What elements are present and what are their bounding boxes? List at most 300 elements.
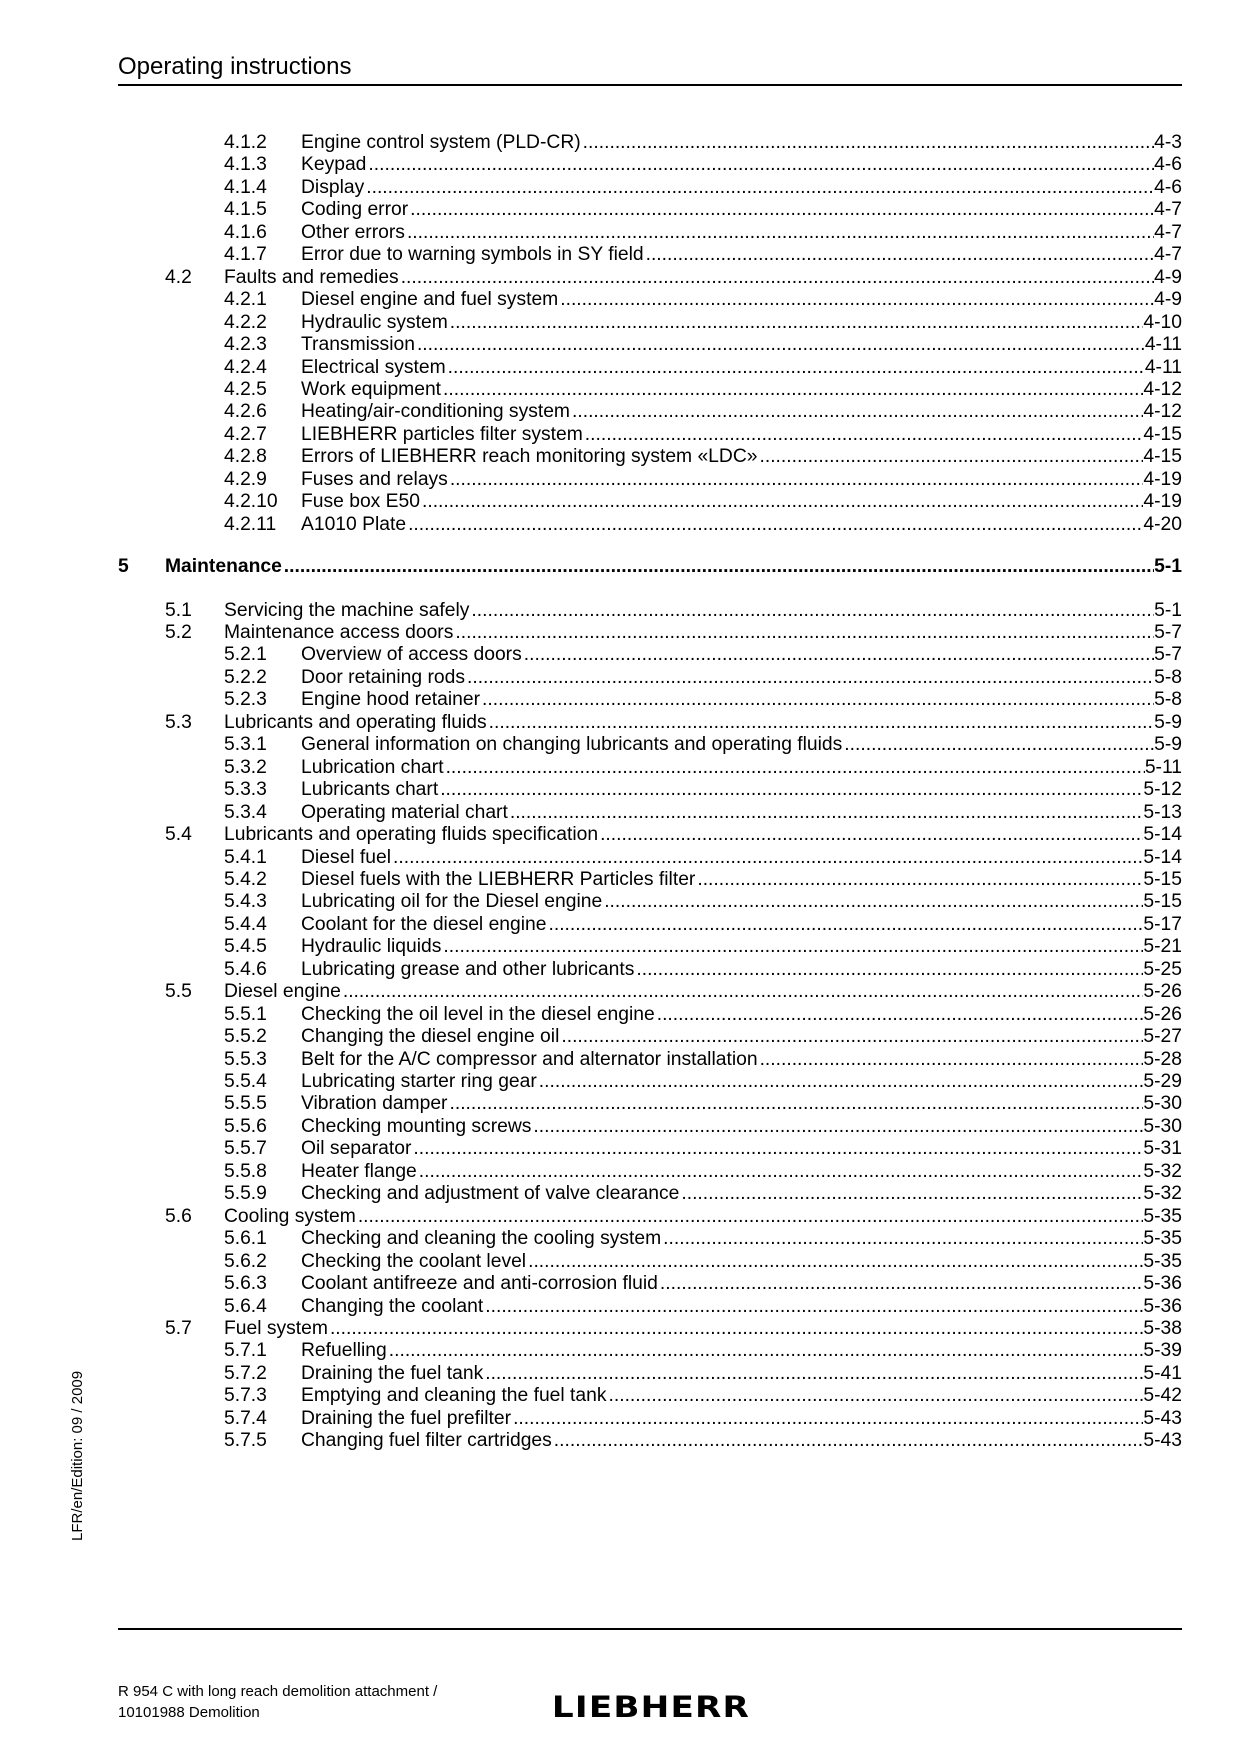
toc-entry-title: Engine hood retainer — [301, 689, 481, 711]
toc-entry-number: 5.5.2 — [224, 1026, 267, 1048]
footer-model-line: R 954 C with long reach demolition attachment / — [118, 1683, 438, 1700]
toc-entry-title: Lubrication chart — [301, 756, 444, 778]
toc-entry-line — [301, 220, 1182, 245]
toc-entry-title: General information on changing lubricants and operating fluids — [301, 734, 843, 756]
toc-entry-number: 5.4.1 — [224, 846, 267, 868]
toc-entry-title: Belt for the A/C compressor and alternator installation — [301, 1048, 758, 1070]
toc-entry-title: Cooling system — [224, 1205, 356, 1227]
toc-dot-leader — [842, 732, 1154, 757]
toc-entry[interactable] — [118, 732, 1182, 757]
toc-entry-line — [301, 777, 1182, 802]
toc-entry-title: Emptying and cleaning the fuel tank — [301, 1385, 607, 1407]
toc-entry-title: Checking the oil level in the diesel engine — [301, 1003, 655, 1025]
toc-entry-number: 5.6 — [165, 1205, 192, 1227]
toc-entry-line — [301, 332, 1182, 357]
toc-entry[interactable] — [118, 242, 1182, 267]
toc-entry[interactable] — [118, 665, 1182, 690]
toc-dot-leader — [444, 755, 1145, 780]
toc-entry-number: 5.4 — [165, 824, 192, 846]
toc-entry-title: Lubricating grease and other lubricants — [301, 958, 635, 980]
toc-dot-leader — [583, 422, 1144, 447]
toc-entry-line — [301, 1428, 1182, 1453]
toc-entry-page: 5-30 — [1143, 1093, 1182, 1115]
toc-entry-line — [301, 755, 1182, 780]
toc-entry-title: Lubricants and operating fluids — [224, 711, 487, 733]
toc-entry-title: LIEBHERR particles filter system — [301, 423, 583, 445]
toc-dot-leader — [522, 642, 1154, 667]
toc-entry-page: 5-30 — [1143, 1115, 1182, 1137]
toc-entry-title: Oil separator — [301, 1138, 412, 1160]
toc-entry[interactable] — [118, 1024, 1182, 1049]
toc-entry-line — [301, 377, 1182, 402]
toc-entry[interactable] — [118, 598, 1182, 623]
toc-dot-leader — [441, 377, 1143, 402]
toc-entry-line — [301, 687, 1182, 712]
toc-entry[interactable] — [118, 197, 1182, 222]
toc-entry-page: 5-36 — [1143, 1295, 1182, 1317]
toc-dot-leader — [508, 800, 1144, 825]
toc-entry-line — [301, 665, 1182, 690]
toc-entry-line — [301, 1406, 1182, 1431]
toc-dot-leader — [634, 957, 1143, 982]
toc-dot-leader — [559, 1024, 1143, 1049]
toc-entry[interactable] — [118, 957, 1182, 982]
toc-entry[interactable] — [118, 467, 1182, 492]
toc-entry-page: 5-39 — [1143, 1340, 1182, 1362]
toc-entry-line — [301, 1361, 1182, 1386]
toc-entry-page: 5-43 — [1143, 1407, 1182, 1429]
toc-entry[interactable] — [118, 152, 1182, 177]
toc-entry-title: Draining the fuel prefilter — [301, 1407, 512, 1429]
toc-entry-number: 4.1.2 — [224, 132, 267, 153]
toc-entry-title: Coolant antifreeze and anti-corrosion fluid — [301, 1273, 658, 1295]
toc-entry-title: Diesel engine — [224, 981, 341, 1003]
toc-entry[interactable] — [118, 1338, 1182, 1363]
toc-entry-line — [301, 934, 1182, 959]
toc-entry-title: Display — [301, 176, 365, 198]
toc-entry-title: Operating material chart — [301, 801, 508, 823]
toc-entry-page: 4-10 — [1143, 311, 1182, 333]
toc-entry-line — [301, 1226, 1182, 1251]
toc-entry-number: 5.6.4 — [224, 1295, 267, 1317]
toc-entry-number: 4.2.3 — [224, 334, 267, 356]
toc-entry-title: Maintenance access doors — [224, 622, 454, 643]
toc-entry-line — [224, 1204, 1182, 1229]
toc-entry-number: 4.1.5 — [224, 199, 267, 221]
toc-dot-leader — [406, 512, 1143, 537]
toc-dot-leader — [546, 912, 1143, 937]
toc-dot-leader — [537, 1069, 1144, 1094]
toc-entry[interactable] — [118, 889, 1182, 914]
toc-entry-number: 5.1 — [165, 599, 192, 621]
toc-entry[interactable] — [118, 755, 1182, 780]
toc-entry-number: 5.6.1 — [224, 1228, 267, 1250]
toc-entry-number: 4.1.3 — [224, 154, 267, 176]
toc-entry-title: Faults and remedies — [224, 266, 399, 288]
toc-entry-number: 5.4.5 — [224, 936, 267, 958]
toc-dot-leader — [417, 1159, 1144, 1184]
toc-entry[interactable] — [118, 1091, 1182, 1116]
toc-entry[interactable] — [118, 554, 1182, 579]
toc-entry[interactable] — [118, 710, 1182, 735]
toc-dot-leader — [453, 620, 1154, 645]
toc-entry-number: 5.5 — [165, 981, 192, 1003]
toc-entry[interactable] — [118, 642, 1182, 667]
toc-entry-line — [301, 175, 1182, 200]
toc-entry-page: 4-6 — [1154, 176, 1182, 198]
toc-entry[interactable] — [118, 220, 1182, 245]
toc-dot-leader — [399, 265, 1154, 290]
toc-dot-leader — [602, 889, 1143, 914]
toc-entry[interactable] — [118, 512, 1182, 537]
toc-entry-title: Transmission — [301, 334, 415, 356]
toc-entry-page: 5-31 — [1143, 1138, 1182, 1160]
toc-entry-number: 5.4.3 — [224, 891, 267, 913]
toc-entry-title: Vibration damper — [301, 1093, 448, 1115]
toc-entry-title: Errors of LIEBHERR reach monitoring system «LDC» — [301, 446, 758, 468]
toc-entry[interactable] — [118, 1428, 1182, 1453]
toc-entry-line — [301, 1047, 1182, 1072]
toc-entry-page: 4-12 — [1143, 378, 1182, 400]
toc-entry-title: Refuelling — [301, 1340, 387, 1362]
toc-entry-title: Lubricating starter ring gear — [301, 1071, 537, 1092]
toc-entry[interactable] — [118, 444, 1182, 469]
toc-dot-leader — [570, 399, 1143, 424]
toc-entry[interactable] — [118, 979, 1182, 1004]
toc-entry-page: 5-8 — [1154, 666, 1182, 688]
liebherr-logo: LIEBHERR — [551, 1690, 751, 1724]
toc-entry[interactable] — [118, 1226, 1182, 1251]
edition-note: LFR/en/Edition: 09 / 2009 — [69, 1370, 86, 1541]
toc-entry[interactable] — [118, 1383, 1182, 1408]
toc-entry-line — [301, 845, 1182, 870]
toc-entry-number: 5.4.2 — [224, 868, 267, 890]
toc-entry-page: 5-29 — [1143, 1071, 1182, 1092]
toc-entry-number: 5.2.2 — [224, 666, 267, 688]
toc-entry[interactable] — [118, 867, 1182, 892]
toc-entry-title: Engine control system (PLD-CR) — [301, 132, 581, 153]
toc-entry[interactable] — [118, 399, 1182, 424]
toc-entry-number: 5.2.3 — [224, 689, 267, 711]
header-divider — [118, 84, 1182, 86]
toc-entry-number: 5.2.1 — [224, 644, 267, 666]
toc-entry-page: 5-35 — [1143, 1250, 1182, 1272]
toc-entry-line — [301, 467, 1182, 492]
toc-entry-page: 5-26 — [1143, 981, 1182, 1003]
toc-entry-line — [301, 1024, 1182, 1049]
toc-entry-page: 4-9 — [1154, 266, 1182, 288]
toc-entry-page: 4-7 — [1154, 199, 1182, 221]
toc-entry-page: 5-1 — [1154, 599, 1182, 621]
toc-dot-leader — [465, 665, 1154, 690]
toc-entry-number: 4.2.4 — [224, 356, 267, 378]
toc-dot-leader — [757, 444, 1143, 469]
toc-entry[interactable] — [118, 1114, 1182, 1139]
toc-entry-line — [301, 1136, 1182, 1161]
toc-entry-title: A1010 Plate — [301, 513, 407, 535]
toc-entry-number: 4.1.7 — [224, 244, 267, 266]
toc-entry[interactable] — [118, 1294, 1182, 1319]
toc-entry[interactable] — [118, 822, 1182, 847]
toc-dot-leader — [408, 197, 1154, 222]
toc-entry-number: 5 — [118, 556, 129, 578]
toc-entry[interactable] — [118, 130, 1182, 155]
toc-entry-line — [301, 489, 1182, 514]
toc-entry-page: 5-9 — [1154, 711, 1182, 733]
toc-entry-number: 5.7.1 — [224, 1340, 267, 1362]
toc-entry-number: 4.2.1 — [224, 289, 267, 311]
toc-entry-page: 5-32 — [1143, 1183, 1182, 1205]
toc-entry-title: Error due to warning symbols in SY field — [301, 244, 644, 266]
toc-dot-leader — [480, 687, 1154, 712]
toc-entry-line — [224, 979, 1182, 1004]
toc-entry-number: 5.3.3 — [224, 779, 267, 801]
toc-entry-line — [301, 152, 1182, 177]
toc-entry-page: 5-7 — [1154, 644, 1182, 666]
toc-entry-line — [224, 620, 1182, 645]
toc-dot-leader — [364, 175, 1154, 200]
toc-entry-title: Hydraulic system — [301, 311, 448, 333]
toc-entry-number: 5.5.1 — [224, 1003, 267, 1025]
toc-dot-leader — [387, 1338, 1144, 1363]
toc-entry-title: Coding error — [301, 199, 409, 221]
toc-entry[interactable] — [118, 912, 1182, 937]
toc-entry-page: 5-38 — [1143, 1317, 1182, 1339]
toc-entry[interactable] — [118, 777, 1182, 802]
toc-dot-leader — [598, 822, 1143, 847]
toc-entry-page: 5-35 — [1143, 1205, 1182, 1227]
toc-entry-page: 5-9 — [1154, 734, 1182, 756]
toc-entry-line — [301, 1249, 1182, 1274]
toc-entry-page: 4-11 — [1144, 334, 1182, 356]
toc-entry-page: 5-27 — [1143, 1026, 1182, 1048]
toc-entry[interactable] — [118, 1159, 1182, 1184]
toc-entry-page: 5-25 — [1143, 958, 1182, 980]
toc-entry-title: Lubricating oil for the Diesel engine — [301, 891, 603, 913]
toc-dot-leader — [391, 845, 1143, 870]
toc-dot-leader — [441, 934, 1143, 959]
toc-entry-title: Checking and cleaning the cooling system — [301, 1228, 662, 1250]
toc-dot-leader — [526, 1249, 1143, 1274]
toc-entry-line — [301, 1271, 1182, 1296]
toc-dot-leader — [448, 310, 1144, 335]
toc-entry[interactable] — [118, 620, 1182, 645]
toc-entry-line — [301, 130, 1182, 155]
toc-entry-page: 5-11 — [1144, 756, 1182, 778]
toc-entry-page: 5-32 — [1143, 1160, 1182, 1182]
toc-entry-line — [301, 287, 1182, 312]
toc-entry-line — [301, 399, 1182, 424]
toc-entry-page: 5-17 — [1143, 913, 1182, 935]
toc-entry-page: 5-41 — [1143, 1362, 1182, 1384]
toc-entry[interactable] — [118, 800, 1182, 825]
toc-entry-title: Checking mounting screws — [301, 1115, 532, 1137]
toc-dot-leader — [483, 1361, 1143, 1386]
toc-entry-page: 4-3 — [1154, 132, 1182, 153]
toc-dot-leader — [405, 220, 1154, 245]
toc-entry-number: 5.4.4 — [224, 913, 267, 935]
toc-entry-page: 5-8 — [1154, 689, 1182, 711]
toc-entry-line — [301, 1002, 1182, 1027]
toc-entry[interactable] — [118, 377, 1182, 402]
toc-entry-title: Diesel engine and fuel system — [301, 289, 559, 311]
toc-entry-number: 5.7.4 — [224, 1407, 267, 1429]
toc-entry-title: Overview of access doors — [301, 644, 522, 666]
toc-entry[interactable] — [118, 265, 1182, 290]
toc-entry-line — [301, 422, 1182, 447]
toc-entry-line — [224, 710, 1182, 735]
toc-entry-line — [301, 1181, 1182, 1206]
toc-entry-title: Heating/air-conditioning system — [301, 401, 570, 423]
toc-entry-page: 4-12 — [1143, 401, 1182, 423]
toc-entry-number: 5.4.6 — [224, 958, 267, 980]
toc-entry-title: Lubricants and operating fluids specification — [224, 824, 599, 846]
toc-entry-page: 4-19 — [1143, 491, 1182, 513]
toc-entry-number: 5.5.6 — [224, 1115, 267, 1137]
toc-entry[interactable] — [118, 845, 1182, 870]
toc-entry-title: Changing the coolant — [301, 1295, 484, 1317]
toc-entry-number: 5.6.2 — [224, 1250, 267, 1272]
toc-entry-page: 5-14 — [1143, 846, 1182, 868]
toc-dot-leader — [438, 777, 1143, 802]
toc-entry-number: 5.5.5 — [224, 1093, 267, 1115]
toc-entry[interactable] — [118, 687, 1182, 712]
toc-entry-line — [224, 265, 1182, 290]
toc-entry-number: 5.7.2 — [224, 1362, 267, 1384]
toc-entry-line — [301, 912, 1182, 937]
toc-entry-page: 4-9 — [1154, 289, 1182, 311]
toc-entry-title: Diesel fuels with the LIEBHERR Particles filter — [301, 868, 696, 890]
toc-entry[interactable] — [118, 1181, 1182, 1206]
toc-entry-line — [301, 1114, 1182, 1139]
toc-entry[interactable] — [118, 934, 1182, 959]
toc-entry-number: 5.3.2 — [224, 756, 267, 778]
page-header-title: Operating instructions — [118, 53, 352, 80]
toc-entry-page: 5-28 — [1143, 1048, 1182, 1070]
toc-dot-leader — [411, 1136, 1143, 1161]
toc-entry[interactable] — [118, 1002, 1182, 1027]
toc-entry[interactable] — [118, 355, 1182, 380]
toc-entry-page: 4-6 — [1154, 154, 1182, 176]
toc-entry-page: 5-15 — [1143, 868, 1182, 890]
toc-entry-page: 5-35 — [1143, 1228, 1182, 1250]
toc-entry-line — [224, 598, 1182, 623]
toc-entry[interactable] — [118, 310, 1182, 335]
toc-entry-title: Diesel fuel — [301, 846, 392, 868]
toc-entry-line — [301, 512, 1182, 537]
toc-entry[interactable] — [118, 1249, 1182, 1274]
toc-entry[interactable] — [118, 1136, 1182, 1161]
toc-entry-number: 4.2.5 — [224, 378, 267, 400]
toc-entry[interactable] — [118, 287, 1182, 312]
toc-entry[interactable] — [118, 1361, 1182, 1386]
toc-entry-title: Heater flange — [301, 1160, 417, 1182]
toc-entry-title: Checking and adjustment of valve clearance — [301, 1183, 680, 1205]
toc-entry-page: 5-7 — [1154, 622, 1182, 643]
toc-entry-line — [301, 800, 1182, 825]
toc-dot-leader — [366, 152, 1154, 177]
toc-entry-number: 4.2.11 — [224, 513, 277, 535]
toc-entry-title: Fuses and relays — [301, 468, 448, 490]
toc-entry-number: 5.3.4 — [224, 801, 267, 823]
toc-dot-leader — [758, 1047, 1144, 1072]
toc-entry[interactable] — [118, 1406, 1182, 1431]
toc-entry-line — [301, 355, 1182, 380]
toc-entry-line — [301, 197, 1182, 222]
toc-entry-page: 5-21 — [1143, 936, 1182, 958]
toc-entry-page: 5-15 — [1143, 891, 1182, 913]
toc-entry-page: 5-1 — [1154, 556, 1182, 578]
toc-entry-line — [301, 1294, 1182, 1319]
toc-entry-number: 5.7 — [165, 1317, 192, 1339]
toc-entry-title: Changing the diesel engine oil — [301, 1026, 560, 1048]
toc-dot-leader — [446, 355, 1145, 380]
toc-entry[interactable] — [118, 1204, 1182, 1229]
toc-entry[interactable] — [118, 422, 1182, 447]
toc-entry[interactable] — [118, 1271, 1182, 1296]
toc-entry-number: 5.3.1 — [224, 734, 267, 756]
toc-entry[interactable] — [118, 489, 1182, 514]
toc-dot-leader — [552, 1428, 1144, 1453]
toc-dot-leader — [661, 1226, 1143, 1251]
toc-entry-title: Coolant for the diesel engine — [301, 913, 547, 935]
toc-dot-leader — [282, 554, 1154, 579]
toc-entry-number: 4.2 — [165, 266, 192, 288]
toc-entry[interactable] — [118, 1069, 1182, 1094]
toc-entry-line — [301, 444, 1182, 469]
toc-dot-leader — [420, 489, 1143, 514]
toc-entry[interactable] — [118, 332, 1182, 357]
toc-entry-page: 5-42 — [1143, 1385, 1182, 1407]
toc-entry-line — [165, 554, 1182, 579]
toc-entry-page: 4-11 — [1144, 356, 1182, 378]
toc-entry-number: 5.2 — [165, 622, 192, 643]
toc-entry-line — [301, 1091, 1182, 1116]
toc-dot-leader — [356, 1204, 1144, 1229]
toc-entry-line — [224, 1316, 1182, 1341]
footer-divider — [118, 1628, 1182, 1630]
toc-entry-title: Draining the fuel tank — [301, 1362, 484, 1384]
toc-entry-title: Fuse box E50 — [301, 491, 420, 513]
toc-entry-line — [301, 867, 1182, 892]
toc-dot-leader — [448, 467, 1144, 492]
toc-entry-page: 5-14 — [1143, 824, 1182, 846]
toc-entry-line — [224, 822, 1182, 847]
toc-dot-leader — [487, 710, 1155, 735]
toc-entry-page: 4-19 — [1143, 468, 1182, 490]
toc-dot-leader — [341, 979, 1144, 1004]
toc-dot-leader — [469, 598, 1154, 623]
toc-entry-page: 5-43 — [1143, 1430, 1182, 1452]
toc-entry-line — [301, 242, 1182, 267]
toc-entry-line — [301, 642, 1182, 667]
toc-entry[interactable] — [118, 175, 1182, 200]
toc-dot-leader — [658, 1271, 1143, 1296]
toc-entry[interactable] — [118, 1047, 1182, 1072]
toc-entry-page: 4-15 — [1143, 446, 1182, 468]
toc-entry-number: 5.6.3 — [224, 1273, 267, 1295]
toc-entry-line — [301, 1159, 1182, 1184]
toc-entry-title: Servicing the machine safely — [224, 599, 470, 621]
toc-entry-number: 5.5.9 — [224, 1183, 267, 1205]
toc-entry-number: 5.5.8 — [224, 1160, 267, 1182]
toc-entry-title: Fuel system — [224, 1317, 328, 1339]
toc-entry-line — [301, 732, 1182, 757]
toc-entry-number: 4.2.2 — [224, 311, 267, 333]
toc-entry[interactable] — [118, 1316, 1182, 1341]
toc-entry-number: 4.2.10 — [224, 491, 278, 513]
toc-entry-number: 4.2.8 — [224, 446, 267, 468]
